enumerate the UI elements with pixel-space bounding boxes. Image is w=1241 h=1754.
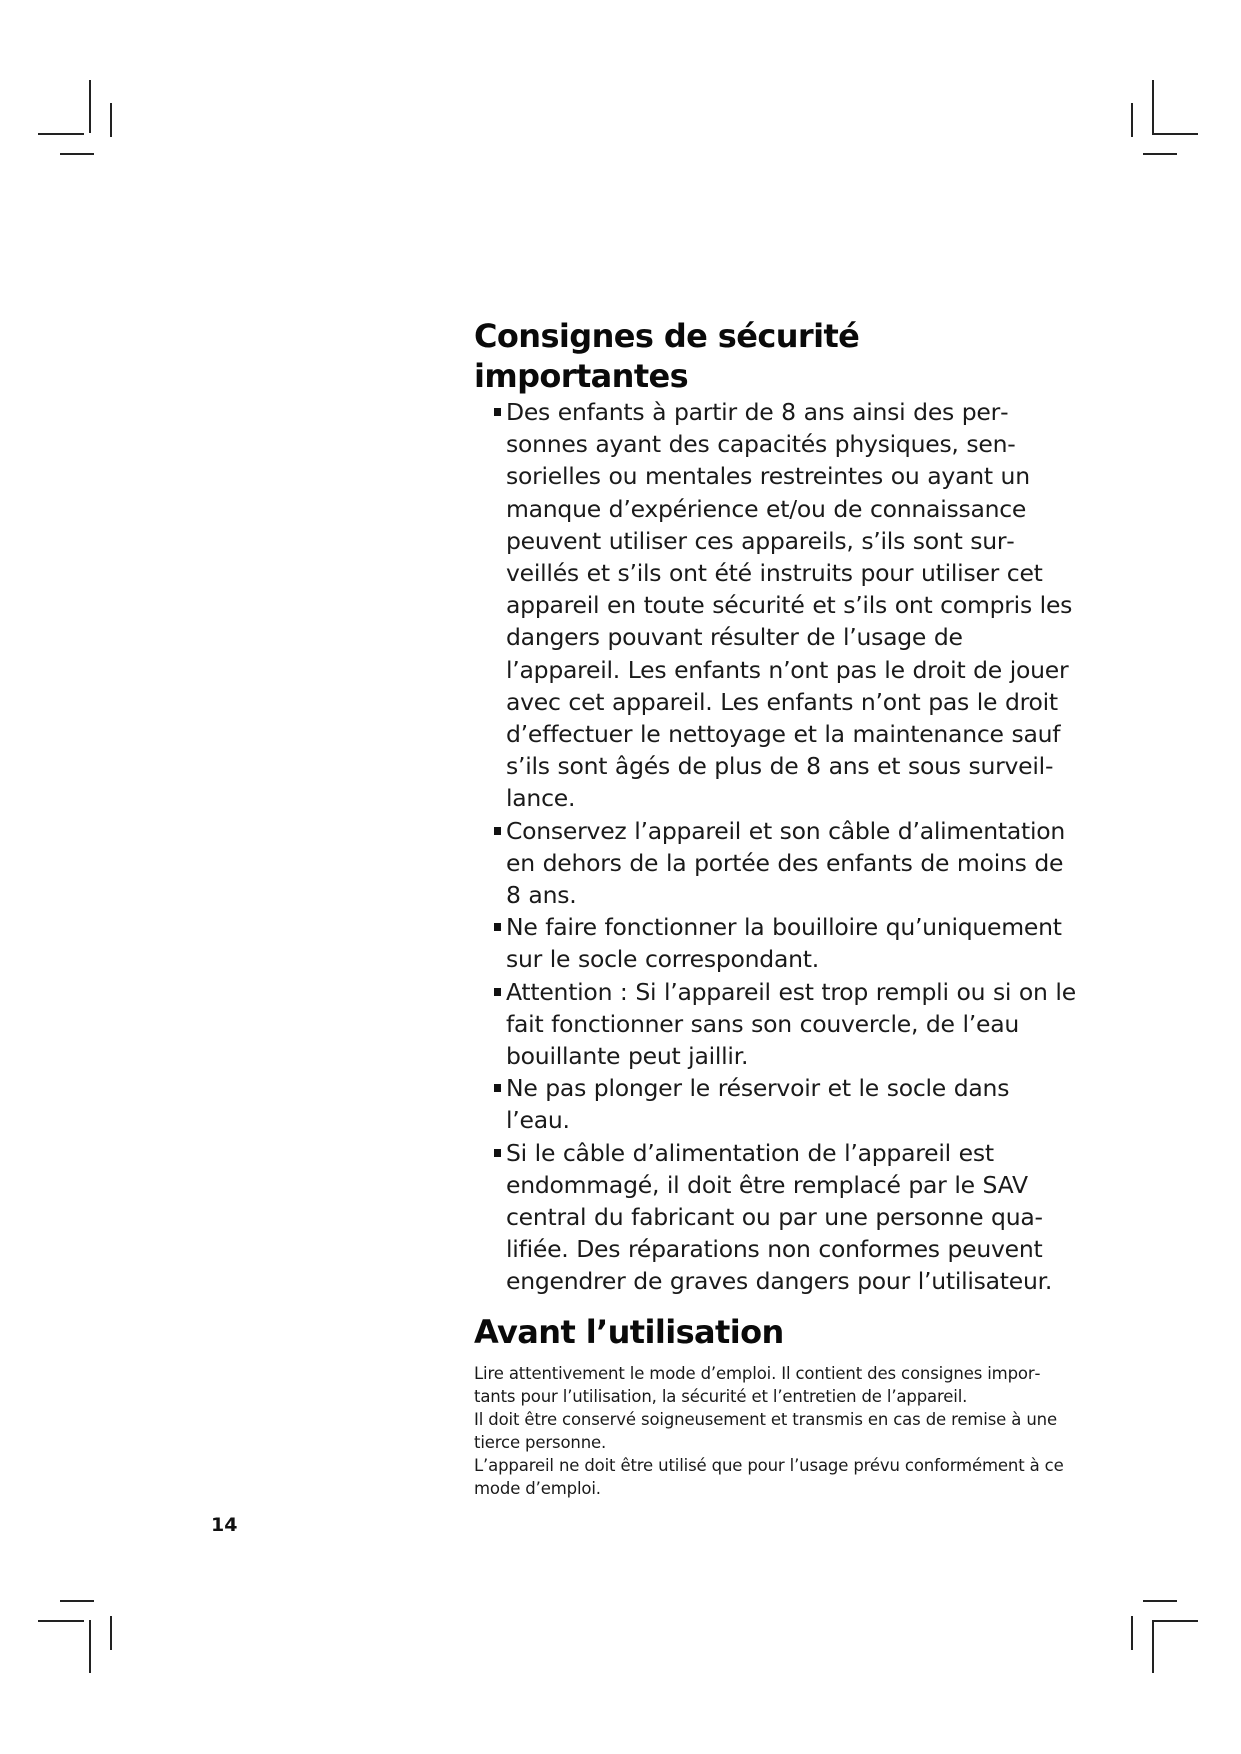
crop-mark [1152, 1620, 1154, 1673]
page-number: 14 [211, 1514, 238, 1536]
usage-paragraphs [474, 1362, 1074, 1500]
list-item [494, 976, 1076, 1073]
crop-mark [1131, 1616, 1133, 1650]
crop-mark [1143, 1600, 1177, 1602]
list-item [494, 815, 1076, 912]
bullet-icon [494, 827, 501, 835]
list-item [494, 396, 1076, 815]
crop-mark [110, 103, 112, 137]
bullet-icon [494, 408, 501, 416]
paragraph: Lire attentivement le mode d’emploi. Il contient des consignes importants pour l’utilisation, la sécurité et l’entretien de l’appareil. [474, 1363, 1041, 1406]
crop-mark [110, 1616, 112, 1650]
list-item [494, 1072, 1076, 1136]
section-title-safety: Consignes de sécurité importantes [474, 317, 860, 395]
bullet-icon [494, 923, 501, 931]
crop-mark [60, 153, 94, 155]
list-item [494, 911, 1076, 975]
crop-mark [38, 1620, 84, 1622]
paragraph: L’appareil ne doit être utilisé que pour l’usage prévu conformément à ce mode d’emploi. [474, 1455, 1064, 1498]
safety-instructions-list [474, 396, 1076, 1298]
crop-mark [89, 80, 91, 133]
bullet-icon [494, 1149, 501, 1157]
list-item-text: Conservez l’appareil et son câble d’alimentation en dehors de la portée des enfants de moins de 8 ans. [506, 816, 1066, 910]
list-item-text: Des enfants à partir de 8 ans ainsi des personnes ayant des capacités physiques, sensorielles ou mentales restreintes ou ayant un manque d’expérience et/ou de connaissance peuvent utiliser ces appareils, s’ils sont surveillés et s’ils ont été instruits pour utiliser cet appareil en toute sécurité et s’ils ont compris les dangers pouvant résulter de l’usage de l’appareil. Les enfants n’ont pas le droit de jouer avec cet appareil. Les enfants n’ont pas le droit d’effectuer le nettoyage et la maintenance sauf s’ils sont âgés de plus de 8 ans et sous surveillance. [506, 398, 1073, 813]
page-content [474, 316, 1076, 1500]
crop-mark [60, 1600, 94, 1602]
crop-mark [1152, 80, 1154, 133]
crop-mark [89, 1620, 91, 1673]
crop-mark [1143, 153, 1177, 155]
bullet-icon [494, 988, 501, 996]
crop-mark [1152, 133, 1198, 135]
bullet-icon [494, 1084, 501, 1092]
list-item-text: Ne pas plonger le réservoir et le socle dans l’eau. [506, 1074, 1010, 1135]
crop-mark [38, 133, 84, 135]
crop-mark [1152, 1620, 1198, 1622]
list-item-text: Si le câble d’alimentation de l’appareil est endommagé, il doit être remplacé par le SAV central du fabricant ou par une personne qualifiée. Des réparations non conformes peuvent engendrer de graves dangers pour l’utilisateur. [506, 1138, 1053, 1296]
crop-mark [1131, 103, 1133, 137]
list-item-text: Attention : Si l’appareil est trop rempli ou si on le fait fonctionner sans son couvercle, de l’eau bouillante peut jaillir. [506, 977, 1076, 1071]
list-item [494, 1137, 1076, 1298]
section-title-usage: Avant l’utilisation [474, 1312, 784, 1351]
list-item-text: Ne faire fonctionner la bouilloire qu’uniquement sur le socle correspondant. [506, 913, 1062, 974]
paragraph: Il doit être conservé soigneusement et transmis en cas de remise à une tierce personne. [474, 1409, 1057, 1452]
